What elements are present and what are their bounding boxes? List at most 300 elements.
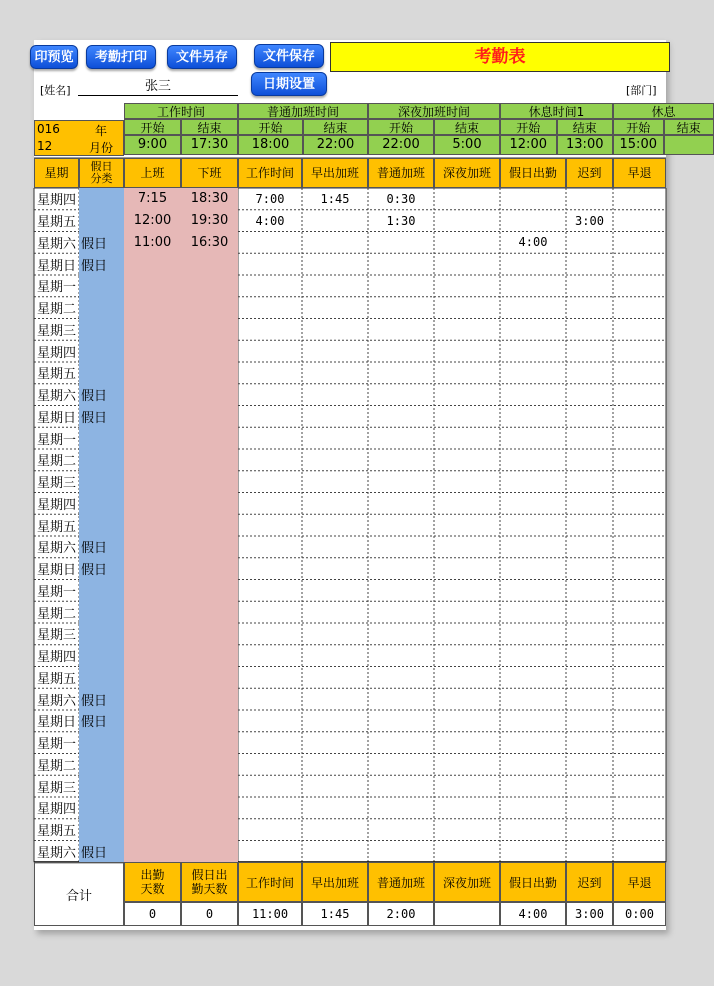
time-cell-normal[interactable]: [368, 797, 434, 819]
holiday-type-cell[interactable]: [79, 362, 124, 384]
holiday-type-cell[interactable]: [79, 732, 124, 754]
time-cell-holiday[interactable]: [500, 362, 566, 384]
time-cell-work[interactable]: [238, 427, 302, 449]
time-cell-normal[interactable]: [368, 623, 434, 645]
time-cell-in[interactable]: [124, 580, 181, 602]
time-cell-night[interactable]: [434, 427, 500, 449]
time-cell-normal[interactable]: [368, 340, 434, 362]
time-cell-normal[interactable]: [368, 819, 434, 841]
time-cell-leave[interactable]: [613, 775, 666, 797]
time-cell-out[interactable]: [181, 493, 238, 515]
time-cell-leave[interactable]: [613, 819, 666, 841]
time-cell-leave[interactable]: [613, 514, 666, 536]
time-cell-normal[interactable]: [368, 275, 434, 297]
time-cell-late[interactable]: 3:00: [575, 213, 604, 228]
time-cell-early[interactable]: [302, 536, 368, 558]
time-cell-holiday[interactable]: [500, 340, 566, 362]
holiday-type-cell[interactable]: [79, 623, 124, 645]
time-cell-work[interactable]: [238, 688, 302, 710]
time-cell-in[interactable]: 12:00: [133, 213, 172, 229]
time-cell-work[interactable]: [238, 710, 302, 732]
time-cell-normal[interactable]: [368, 384, 434, 406]
time-cell-early[interactable]: [302, 514, 368, 536]
time-cell-holiday[interactable]: [500, 688, 566, 710]
time-cell-normal[interactable]: 1:30: [386, 213, 416, 228]
time-cell-night[interactable]: [434, 384, 500, 406]
time-cell-normal[interactable]: [368, 732, 434, 754]
time-cell-leave[interactable]: [613, 667, 666, 689]
time-cell-out[interactable]: 19:30: [190, 213, 229, 229]
time-cell-holiday[interactable]: [500, 319, 566, 341]
time-cell-work[interactable]: [238, 384, 302, 406]
time-cell-early[interactable]: [302, 819, 368, 841]
time-cell-work[interactable]: [238, 232, 302, 254]
time-end-value[interactable]: [664, 135, 714, 155]
time-cell-out[interactable]: [181, 536, 238, 558]
time-cell-leave[interactable]: [613, 601, 666, 623]
time-cell-night[interactable]: [434, 340, 500, 362]
time-start-value[interactable]: 12:00: [500, 135, 557, 155]
time-cell-early[interactable]: [302, 449, 368, 471]
holiday-type-cell[interactable]: [79, 427, 124, 449]
time-cell-in[interactable]: [124, 275, 181, 297]
time-cell-work[interactable]: [238, 797, 302, 819]
time-cell-holiday[interactable]: [500, 275, 566, 297]
time-cell-work[interactable]: [238, 536, 302, 558]
time-cell-work[interactable]: [238, 623, 302, 645]
time-cell-out[interactable]: [181, 427, 238, 449]
time-cell-leave[interactable]: [613, 232, 666, 254]
time-cell-late[interactable]: [566, 297, 613, 319]
time-cell-holiday[interactable]: [500, 188, 566, 210]
time-cell-late[interactable]: [566, 449, 613, 471]
time-cell-early[interactable]: 1:45: [320, 191, 350, 206]
time-cell-leave[interactable]: [613, 558, 666, 580]
time-cell-out[interactable]: [181, 710, 238, 732]
time-cell-night[interactable]: [434, 645, 500, 667]
holiday-type-cell[interactable]: [79, 580, 124, 602]
time-cell-in[interactable]: [124, 253, 181, 275]
time-cell-work[interactable]: 4:00: [255, 213, 285, 228]
time-cell-early[interactable]: [302, 493, 368, 515]
time-cell-early[interactable]: [302, 754, 368, 776]
time-cell-work[interactable]: [238, 558, 302, 580]
holiday-type-cell[interactable]: [79, 667, 124, 689]
time-cell-leave[interactable]: [613, 297, 666, 319]
time-cell-early[interactable]: [302, 210, 368, 232]
time-cell-normal[interactable]: [368, 297, 434, 319]
time-cell-out[interactable]: 16:30: [190, 234, 229, 250]
time-cell-night[interactable]: [434, 297, 500, 319]
time-cell-late[interactable]: [566, 623, 613, 645]
time-cell-early[interactable]: [302, 732, 368, 754]
time-cell-late[interactable]: [566, 232, 613, 254]
time-cell-in[interactable]: [124, 667, 181, 689]
time-cell-work[interactable]: [238, 841, 302, 863]
time-cell-holiday[interactable]: [500, 253, 566, 275]
time-cell-in[interactable]: [124, 775, 181, 797]
time-cell-night[interactable]: [434, 232, 500, 254]
time-start-value[interactable]: 22:00: [368, 135, 434, 155]
time-cell-leave[interactable]: [613, 449, 666, 471]
time-cell-work[interactable]: [238, 514, 302, 536]
time-cell-work[interactable]: [238, 732, 302, 754]
time-cell-normal[interactable]: [368, 253, 434, 275]
time-cell-early[interactable]: [302, 797, 368, 819]
time-cell-holiday[interactable]: [500, 449, 566, 471]
time-cell-night[interactable]: [434, 536, 500, 558]
time-cell-early[interactable]: [302, 471, 368, 493]
time-cell-work[interactable]: [238, 406, 302, 428]
time-cell-holiday[interactable]: [500, 514, 566, 536]
time-cell-holiday[interactable]: [500, 210, 566, 232]
holiday-type-cell[interactable]: [79, 471, 124, 493]
time-cell-night[interactable]: [434, 623, 500, 645]
time-cell-in[interactable]: [124, 384, 181, 406]
time-cell-leave[interactable]: [613, 427, 666, 449]
holiday-type-cell[interactable]: 假日: [81, 845, 108, 861]
time-cell-out[interactable]: [181, 275, 238, 297]
date-settings-button[interactable]: 日期设置: [251, 72, 327, 96]
time-cell-early[interactable]: [302, 340, 368, 362]
time-cell-in[interactable]: 7:15: [137, 191, 168, 207]
time-cell-in[interactable]: [124, 819, 181, 841]
holiday-type-cell[interactable]: [79, 645, 124, 667]
time-cell-late[interactable]: [566, 667, 613, 689]
time-cell-early[interactable]: [302, 232, 368, 254]
save-file-button[interactable]: 文件保存: [254, 44, 324, 68]
time-cell-late[interactable]: [566, 384, 613, 406]
time-cell-normal[interactable]: [368, 471, 434, 493]
time-cell-work[interactable]: [238, 775, 302, 797]
time-cell-normal[interactable]: [368, 536, 434, 558]
time-cell-in[interactable]: [124, 406, 181, 428]
time-cell-late[interactable]: [566, 601, 613, 623]
time-cell-night[interactable]: [434, 514, 500, 536]
time-cell-night[interactable]: [434, 775, 500, 797]
time-cell-night[interactable]: [434, 667, 500, 689]
time-cell-normal[interactable]: [368, 493, 434, 515]
time-cell-night[interactable]: [434, 210, 500, 232]
time-end-value[interactable]: 5:00: [434, 135, 500, 155]
time-cell-night[interactable]: [434, 406, 500, 428]
time-cell-work[interactable]: [238, 645, 302, 667]
time-cell-normal[interactable]: [368, 688, 434, 710]
time-cell-night[interactable]: [434, 558, 500, 580]
time-end-value[interactable]: 13:00: [557, 135, 614, 155]
time-cell-holiday[interactable]: [500, 841, 566, 863]
time-cell-normal[interactable]: [368, 514, 434, 536]
time-cell-out[interactable]: [181, 667, 238, 689]
time-cell-holiday[interactable]: [500, 558, 566, 580]
time-cell-holiday[interactable]: [500, 819, 566, 841]
time-cell-holiday[interactable]: [500, 536, 566, 558]
time-cell-night[interactable]: [434, 754, 500, 776]
time-cell-late[interactable]: [566, 819, 613, 841]
time-cell-late[interactable]: [566, 580, 613, 602]
time-cell-out[interactable]: [181, 297, 238, 319]
time-cell-leave[interactable]: [613, 188, 666, 210]
holiday-type-cell[interactable]: [79, 275, 124, 297]
time-cell-in[interactable]: [124, 623, 181, 645]
time-cell-late[interactable]: [566, 710, 613, 732]
time-cell-night[interactable]: [434, 253, 500, 275]
time-cell-early[interactable]: [302, 710, 368, 732]
time-cell-night[interactable]: [434, 710, 500, 732]
time-cell-night[interactable]: [434, 688, 500, 710]
time-cell-leave[interactable]: [613, 319, 666, 341]
time-cell-night[interactable]: [434, 319, 500, 341]
holiday-type-cell[interactable]: 假日: [81, 258, 108, 274]
time-cell-out[interactable]: [181, 406, 238, 428]
time-cell-in[interactable]: [124, 471, 181, 493]
time-cell-early[interactable]: [302, 558, 368, 580]
time-start-value[interactable]: 18:00: [238, 135, 303, 155]
time-cell-normal[interactable]: [368, 232, 434, 254]
time-cell-normal[interactable]: [368, 601, 434, 623]
time-cell-late[interactable]: [566, 406, 613, 428]
time-cell-out[interactable]: [181, 797, 238, 819]
holiday-type-cell[interactable]: 假日: [81, 563, 108, 579]
time-cell-out[interactable]: [181, 841, 238, 863]
time-cell-leave[interactable]: [613, 536, 666, 558]
time-cell-late[interactable]: [566, 427, 613, 449]
time-cell-normal[interactable]: [368, 319, 434, 341]
time-cell-early[interactable]: [302, 645, 368, 667]
time-cell-work[interactable]: [238, 449, 302, 471]
time-cell-normal[interactable]: [368, 841, 434, 863]
time-cell-night[interactable]: [434, 797, 500, 819]
time-cell-out[interactable]: 18:30: [190, 191, 229, 207]
time-cell-holiday[interactable]: [500, 797, 566, 819]
holiday-type-cell[interactable]: [79, 297, 124, 319]
time-cell-leave[interactable]: [613, 797, 666, 819]
time-cell-holiday[interactable]: [500, 775, 566, 797]
time-cell-out[interactable]: [181, 601, 238, 623]
time-cell-in[interactable]: [124, 558, 181, 580]
time-cell-early[interactable]: [302, 427, 368, 449]
attendance-print-button[interactable]: 考勤打印: [86, 45, 156, 69]
time-cell-normal[interactable]: [368, 667, 434, 689]
time-end-value[interactable]: 17:30: [181, 135, 238, 155]
time-cell-leave[interactable]: [613, 471, 666, 493]
time-cell-holiday[interactable]: [500, 384, 566, 406]
time-cell-out[interactable]: [181, 819, 238, 841]
time-cell-normal[interactable]: [368, 710, 434, 732]
time-cell-out[interactable]: [181, 754, 238, 776]
holiday-type-cell[interactable]: [79, 449, 124, 471]
time-cell-late[interactable]: [566, 558, 613, 580]
time-cell-in[interactable]: [124, 319, 181, 341]
time-cell-in[interactable]: [124, 797, 181, 819]
time-cell-early[interactable]: [302, 253, 368, 275]
time-cell-in[interactable]: [124, 536, 181, 558]
time-cell-early[interactable]: [302, 384, 368, 406]
time-cell-in[interactable]: [124, 688, 181, 710]
holiday-type-cell[interactable]: 假日: [81, 410, 108, 426]
time-cell-night[interactable]: [434, 493, 500, 515]
time-cell-normal[interactable]: [368, 754, 434, 776]
time-cell-night[interactable]: [434, 471, 500, 493]
time-cell-early[interactable]: [302, 775, 368, 797]
time-cell-holiday[interactable]: [500, 427, 566, 449]
time-cell-normal[interactable]: 0:30: [386, 191, 416, 206]
time-cell-holiday[interactable]: [500, 601, 566, 623]
time-cell-holiday[interactable]: [500, 732, 566, 754]
time-cell-night[interactable]: [434, 580, 500, 602]
holiday-type-cell[interactable]: 假日: [81, 236, 108, 252]
time-cell-early[interactable]: [302, 601, 368, 623]
time-cell-early[interactable]: [302, 319, 368, 341]
time-cell-late[interactable]: [566, 188, 613, 210]
month-value[interactable]: 12: [37, 139, 53, 153]
holiday-type-cell[interactable]: [79, 797, 124, 819]
time-cell-holiday[interactable]: 4:00: [518, 235, 548, 250]
time-cell-late[interactable]: [566, 775, 613, 797]
time-cell-late[interactable]: [566, 471, 613, 493]
time-cell-out[interactable]: [181, 580, 238, 602]
time-cell-in[interactable]: [124, 449, 181, 471]
time-cell-night[interactable]: [434, 188, 500, 210]
time-cell-leave[interactable]: [613, 406, 666, 428]
time-cell-normal[interactable]: [368, 558, 434, 580]
holiday-type-cell[interactable]: 假日: [81, 541, 108, 557]
time-cell-in[interactable]: [124, 297, 181, 319]
time-cell-in[interactable]: [124, 427, 181, 449]
holiday-type-cell[interactable]: [79, 493, 124, 515]
time-cell-out[interactable]: [181, 471, 238, 493]
time-cell-holiday[interactable]: [500, 297, 566, 319]
print-preview-button[interactable]: 印预览: [30, 45, 78, 69]
time-cell-early[interactable]: [302, 688, 368, 710]
time-cell-late[interactable]: [566, 319, 613, 341]
holiday-type-cell[interactable]: [79, 601, 124, 623]
time-cell-out[interactable]: [181, 449, 238, 471]
time-cell-holiday[interactable]: [500, 623, 566, 645]
time-cell-work[interactable]: [238, 667, 302, 689]
time-cell-holiday[interactable]: [500, 406, 566, 428]
time-cell-leave[interactable]: [613, 362, 666, 384]
time-cell-leave[interactable]: [613, 841, 666, 863]
time-cell-work[interactable]: [238, 319, 302, 341]
time-cell-leave[interactable]: [613, 623, 666, 645]
time-cell-normal[interactable]: [368, 427, 434, 449]
year-value[interactable]: 016: [37, 122, 60, 136]
time-cell-work[interactable]: [238, 493, 302, 515]
save-as-button[interactable]: 文件另存: [167, 45, 237, 69]
time-cell-normal[interactable]: [368, 449, 434, 471]
time-cell-late[interactable]: [566, 732, 613, 754]
time-cell-leave[interactable]: [613, 688, 666, 710]
time-start-value[interactable]: 15:00: [613, 135, 664, 155]
time-cell-work[interactable]: [238, 580, 302, 602]
holiday-type-cell[interactable]: [79, 819, 124, 841]
time-cell-holiday[interactable]: [500, 580, 566, 602]
time-cell-out[interactable]: [181, 514, 238, 536]
holiday-type-cell[interactable]: [79, 188, 124, 210]
time-cell-in[interactable]: [124, 732, 181, 754]
time-cell-out[interactable]: [181, 558, 238, 580]
time-cell-out[interactable]: [181, 384, 238, 406]
time-cell-in[interactable]: [124, 645, 181, 667]
time-cell-out[interactable]: [181, 340, 238, 362]
time-cell-in[interactable]: [124, 601, 181, 623]
time-cell-work[interactable]: [238, 819, 302, 841]
time-cell-work[interactable]: [238, 601, 302, 623]
time-cell-late[interactable]: [566, 645, 613, 667]
time-cell-leave[interactable]: [613, 384, 666, 406]
time-cell-early[interactable]: [302, 580, 368, 602]
time-cell-early[interactable]: [302, 275, 368, 297]
time-cell-late[interactable]: [566, 688, 613, 710]
holiday-type-cell[interactable]: 假日: [81, 389, 108, 405]
time-cell-leave[interactable]: [613, 754, 666, 776]
time-cell-late[interactable]: [566, 841, 613, 863]
time-cell-early[interactable]: [302, 406, 368, 428]
time-cell-night[interactable]: [434, 732, 500, 754]
time-cell-normal[interactable]: [368, 775, 434, 797]
holiday-type-cell[interactable]: [79, 775, 124, 797]
time-cell-work[interactable]: [238, 340, 302, 362]
time-cell-out[interactable]: [181, 253, 238, 275]
time-cell-in[interactable]: [124, 493, 181, 515]
time-cell-in[interactable]: [124, 841, 181, 863]
time-cell-night[interactable]: [434, 841, 500, 863]
time-cell-leave[interactable]: [613, 493, 666, 515]
time-cell-leave[interactable]: [613, 645, 666, 667]
time-cell-out[interactable]: [181, 362, 238, 384]
time-cell-normal[interactable]: [368, 406, 434, 428]
time-cell-night[interactable]: [434, 449, 500, 471]
time-cell-in[interactable]: [124, 754, 181, 776]
time-cell-leave[interactable]: [613, 710, 666, 732]
time-cell-early[interactable]: [302, 667, 368, 689]
time-cell-early[interactable]: [302, 362, 368, 384]
time-cell-leave[interactable]: [613, 340, 666, 362]
time-cell-late[interactable]: [566, 797, 613, 819]
time-cell-early[interactable]: [302, 297, 368, 319]
time-cell-in[interactable]: 11:00: [133, 234, 172, 250]
time-cell-holiday[interactable]: [500, 645, 566, 667]
holiday-type-cell[interactable]: [79, 319, 124, 341]
time-cell-night[interactable]: [434, 362, 500, 384]
holiday-type-cell[interactable]: [79, 514, 124, 536]
time-cell-late[interactable]: [566, 362, 613, 384]
holiday-type-cell[interactable]: [79, 210, 124, 232]
time-cell-out[interactable]: [181, 645, 238, 667]
time-cell-late[interactable]: [566, 754, 613, 776]
time-cell-holiday[interactable]: [500, 471, 566, 493]
holiday-type-cell[interactable]: [79, 340, 124, 362]
time-cell-work[interactable]: 7:00: [255, 191, 285, 206]
time-cell-in[interactable]: [124, 710, 181, 732]
time-cell-late[interactable]: [566, 253, 613, 275]
holiday-type-cell[interactable]: 假日: [81, 693, 108, 709]
time-cell-holiday[interactable]: [500, 754, 566, 776]
time-start-value[interactable]: 9:00: [124, 135, 181, 155]
time-cell-leave[interactable]: [613, 210, 666, 232]
time-cell-early[interactable]: [302, 841, 368, 863]
time-cell-leave[interactable]: [613, 732, 666, 754]
time-end-value[interactable]: 22:00: [303, 135, 368, 155]
time-cell-out[interactable]: [181, 732, 238, 754]
time-cell-holiday[interactable]: [500, 493, 566, 515]
time-cell-work[interactable]: [238, 275, 302, 297]
holiday-type-cell[interactable]: [79, 754, 124, 776]
time-cell-out[interactable]: [181, 688, 238, 710]
time-cell-early[interactable]: [302, 623, 368, 645]
time-cell-work[interactable]: [238, 362, 302, 384]
